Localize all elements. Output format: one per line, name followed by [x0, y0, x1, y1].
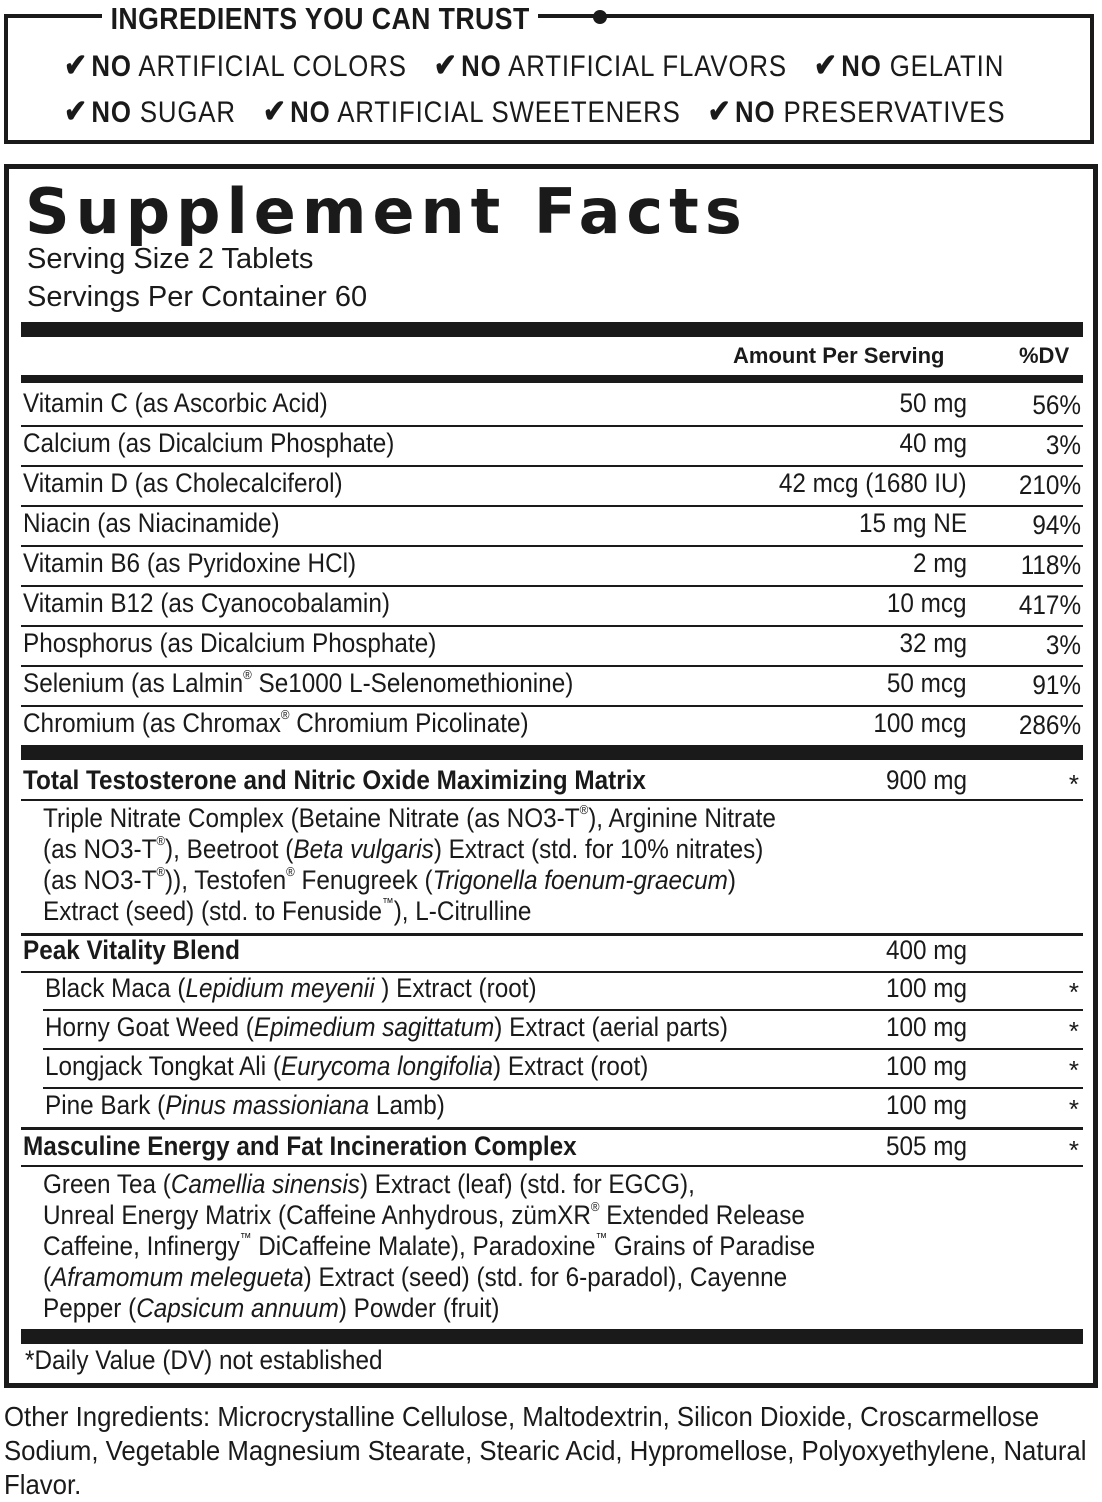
- nutrient-row: Selenium (as Lalmin® Se1000 L-Selenomethionine) 50 mcg 91%: [23, 667, 1081, 700]
- nutrient-row: Niacin (as Niacinamide) 15 mg NE 94%: [23, 508, 1081, 540]
- other-ingredients: Other Ingredients: Microcrystalline Cellulose, Maltodextrin, Silicon Dioxide, Croscarmellose Sodium, Vegetable Magnesium Stearate, Stearic Acid, Hypromellose, Polyoxyethylene, Natural Flavor.: [4, 1401, 1087, 1500]
- check-icon: ✔: [262, 93, 287, 129]
- asterisk: *: [1068, 769, 1079, 799]
- blend-row-vitality: Peak Vitality Blend 400 mg: [23, 935, 967, 965]
- check-icon: ✔: [707, 93, 732, 129]
- thick-divider: [21, 322, 1083, 337]
- nutrient-row: Vitamin B6 (as Pyridoxine HCl) 2 mg 118%: [23, 548, 1081, 580]
- facts-title: Supplement Facts: [25, 175, 748, 248]
- trust-box: [4, 1, 1094, 144]
- check-icon: ✔: [64, 47, 88, 83]
- asterisk: *: [1068, 1016, 1079, 1046]
- dv-header: %DV: [1019, 343, 1070, 368]
- trust-line-2: [64, 92, 1024, 130]
- trust-item: ✔ NO PRESERVATIVES: [707, 93, 1006, 129]
- amount-header: Amount Per Serving: [733, 343, 945, 368]
- check-icon: ✔: [433, 47, 458, 83]
- blend-item-row: Horny Goat Weed (Epimedium sagittatum) Extract (aerial parts) 100 mg *: [45, 1012, 1079, 1046]
- footnote: *Daily Value (DV) not established: [25, 1345, 383, 1375]
- nutrient-row: Calcium (as Dicalcium Phosphate) 40 mg 3%: [23, 428, 1081, 460]
- trust-item: ✔ NO ARTIFICIAL FLAVORS: [433, 47, 787, 83]
- blend-item-row: Pine Bark (Pinus massioniana Lamb) 100 mg *: [45, 1090, 1079, 1124]
- check-icon: ✔: [64, 93, 88, 129]
- trust-title: INGREDIENTS YOU CAN TRUST: [102, 2, 538, 36]
- trust-item: ✔ NO SUGAR: [64, 93, 236, 129]
- nutrient-row: Phosphorus (as Dicalcium Phosphate) 32 mg 3%: [23, 628, 1081, 660]
- blend-row-matrix: Total Testosterone and Nitric Oxide Maximizing Matrix 900 mg *: [23, 765, 1079, 799]
- supplement-facts-panel: [4, 164, 1098, 1388]
- check-icon: ✔: [813, 47, 838, 83]
- trust-item: ✔ NO GELATIN: [813, 47, 1005, 83]
- blend-item-row: Black Maca (Lepidium meyenii ) Extract (root) 100 mg *: [45, 973, 1079, 1007]
- blend-item-row: Longjack Tongkat Ali (Eurycoma longifolia) Extract (root) 100 mg *: [45, 1051, 1079, 1085]
- thick-divider: [21, 1329, 1083, 1344]
- trust-item: ✔ NO ARTIFICIAL SWEETENERS: [262, 93, 681, 129]
- trust-dot-icon: [593, 10, 607, 24]
- matrix-description: Triple Nitrate Complex (Betaine Nitrate (as NO3-T®), Arginine Nitrate (as NO3-T®), Beetroot (Beta vulgaris) Extract (std. for 10% nitrates) (as NO3-T®)), Testofen® Fenugreek (Trigonella foenum-graecum) Extract (seed) (std. to Fenuside™), L-Citrulline: [43, 802, 776, 926]
- energy-description: Green Tea (Camellia sinensis) Extract (leaf) (std. for EGCG), Unreal Energy Matrix (Caffeine Anhydrous, zümXR® Extended Release Caffeine, Infinergy™ DiCaffeine Malate), Paradoxine™ Grains of Paradise (Aframomum melegueta) Extract (seed) (std. for 6-paradol), Cayenne Pepper (Capsicum annuum) Powder (fruit): [43, 1169, 816, 1323]
- asterisk: *: [1068, 1094, 1079, 1124]
- blend-row-energy: Masculine Energy and Fat Incineration Complex 505 mg *: [23, 1131, 1079, 1165]
- asterisk: *: [1068, 1055, 1079, 1085]
- asterisk: *: [1068, 1135, 1079, 1165]
- medium-divider: [21, 375, 1083, 383]
- nutrient-row: Vitamin B12 (as Cyanocobalamin) 10 mcg 417%: [23, 588, 1081, 620]
- thick-divider: [21, 745, 1083, 760]
- row-rule: [21, 799, 1083, 801]
- nutrient-row: Chromium (as Chromax® Chromium Picolinate) 100 mcg 286%: [23, 707, 1081, 740]
- nutrient-row: Vitamin C (as Ascorbic Acid) 50 mg 56%: [23, 388, 1081, 420]
- serving-size: Serving Size 2 Tablets: [27, 243, 314, 275]
- row-rule: [21, 1165, 1083, 1167]
- nutrient-row: Vitamin D (as Cholecalciferol) 42 mcg (1680 IU) 210%: [23, 468, 1081, 500]
- servings-per-container: Servings Per Container 60: [27, 281, 368, 313]
- asterisk: *: [1068, 977, 1079, 1007]
- trust-line-1: [64, 46, 1023, 84]
- trust-item: ✔ NO ARTIFICIAL COLORS: [64, 47, 407, 83]
